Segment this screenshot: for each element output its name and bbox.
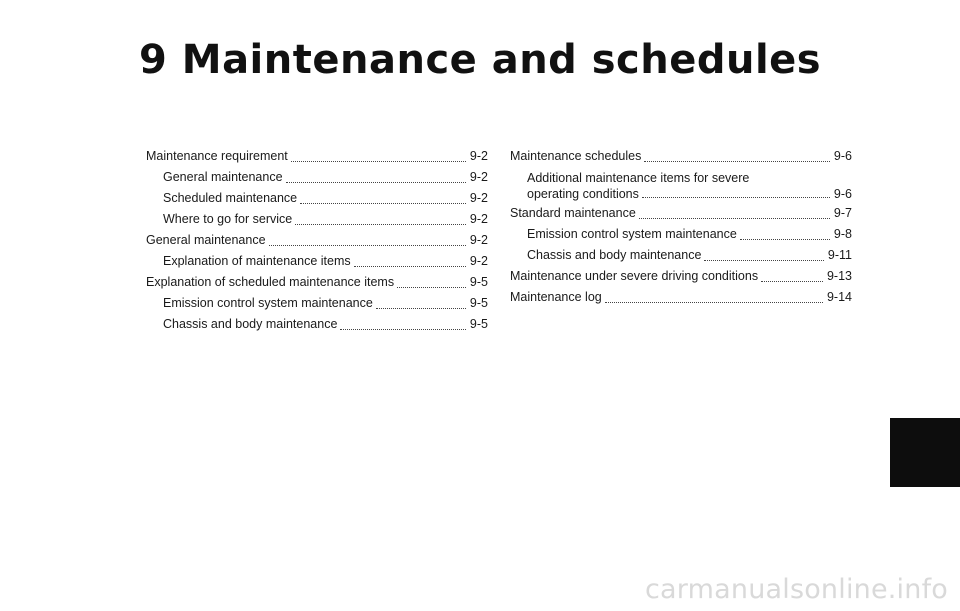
toc-entry[interactable] (510, 146, 852, 167)
toc-left-column (146, 146, 488, 335)
toc-dot-leader (397, 286, 466, 288)
toc-dot-leader (642, 196, 830, 198)
toc-dot-leader (605, 301, 823, 303)
toc-entry-label: Maintenance log (510, 290, 602, 304)
toc-entry-label: Chassis and body maintenance (527, 248, 702, 262)
toc-entry-page: 9-5 (469, 296, 488, 310)
toc-dot-leader (295, 223, 466, 225)
toc-dot-leader (761, 280, 823, 282)
chapter-thumb-tab (890, 418, 960, 487)
toc-entry[interactable] (146, 188, 488, 209)
toc-dot-leader (639, 217, 830, 219)
toc-entry-page: 9-14 (826, 290, 852, 304)
toc-dot-leader (376, 307, 466, 309)
chapter-title: 9 Maintenance and schedules (139, 37, 822, 83)
toc-entry-label: Maintenance under severe driving conditions (510, 269, 759, 283)
toc-entry-page: 9-2 (469, 191, 488, 205)
site-watermark: carmanualsonline.info (645, 574, 948, 605)
toc-entry-label: Explanation of maintenance items (163, 254, 351, 268)
toc-entry-label: Emission control system maintenance (527, 227, 737, 241)
toc-dot-leader (644, 160, 830, 162)
toc-entry[interactable] (146, 293, 488, 314)
toc-entry[interactable] (146, 251, 488, 272)
toc-entry-page: 9-2 (469, 212, 488, 226)
toc-dot-leader (286, 181, 466, 183)
toc-entry-wrapped-line (527, 186, 852, 203)
toc-entry[interactable] (510, 203, 852, 224)
toc-dot-leader (300, 202, 466, 204)
toc-entry[interactable] (146, 230, 488, 251)
toc-dot-leader (740, 238, 830, 240)
toc-entry[interactable] (146, 314, 488, 335)
toc-dot-leader (340, 328, 466, 330)
toc-entry-label: Where to go for service (163, 212, 293, 226)
toc-entry[interactable] (510, 224, 852, 245)
toc-entry[interactable] (146, 167, 488, 188)
toc-entry-label: Maintenance requirement (146, 149, 288, 163)
toc-dot-leader (291, 160, 466, 162)
toc-entry[interactable] (510, 245, 852, 266)
toc-entry[interactable] (510, 266, 852, 287)
toc-entry-page: 9-2 (469, 254, 488, 268)
toc-entry-label: General maintenance (163, 170, 283, 184)
toc-entry-label: Scheduled maintenance (163, 191, 298, 205)
toc-entry-label: General maintenance (146, 233, 266, 247)
toc-entry[interactable] (146, 272, 488, 293)
toc-entry-label: Explanation of scheduled maintenance items (146, 275, 395, 289)
toc-entry[interactable] (510, 167, 852, 203)
toc-entry-page: 9-7 (833, 206, 852, 220)
toc-dot-leader (269, 244, 466, 246)
toc-entry-page: 9-2 (469, 233, 488, 247)
toc-right-column (510, 146, 852, 308)
toc-entry[interactable] (146, 209, 488, 230)
toc-entry-label: Standard maintenance (510, 206, 636, 220)
toc-entry-page: 9-8 (833, 227, 852, 241)
toc-dot-leader (704, 259, 823, 261)
toc-entry-label-line1: Additional maintenance items for severe (527, 171, 750, 185)
toc-entry-page: 9-2 (469, 149, 488, 163)
toc-entry-page: 9-6 (833, 149, 852, 163)
toc-entry-page: 9-6 (833, 187, 852, 201)
toc-entry-label: Chassis and body maintenance (163, 317, 338, 331)
toc-dot-leader (354, 265, 466, 267)
toc-entry-page: 9-2 (469, 170, 488, 184)
toc-entry-label: Maintenance schedules (510, 149, 642, 163)
toc-entry-label: Emission control system maintenance (163, 296, 373, 310)
toc-entry-label-line2: operating conditions (527, 187, 639, 201)
toc-entry-page: 9-11 (827, 248, 852, 262)
toc-entry-page: 9-13 (826, 269, 852, 283)
toc-entry[interactable] (510, 287, 852, 308)
toc-entry[interactable] (146, 146, 488, 167)
toc-entry-page: 9-5 (469, 275, 488, 289)
toc-entry-page: 9-5 (469, 317, 488, 331)
